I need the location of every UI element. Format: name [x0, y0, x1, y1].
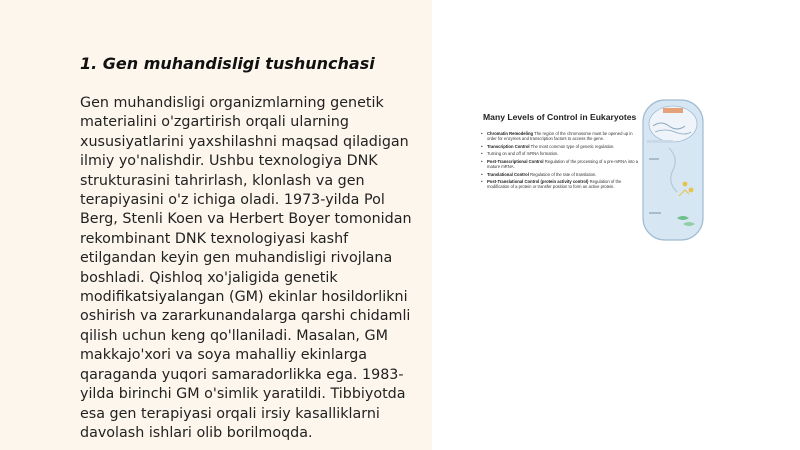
ribosome — [683, 182, 688, 187]
chromatin-region — [663, 108, 683, 113]
pre-mrna — [647, 140, 673, 143]
figure-list-item — [481, 131, 639, 141]
figure-title: Many Levels of Control in Eukaryotes — [483, 112, 637, 122]
figure-item-text: The region of the chromosome must be opened up in order for enzymes and transcription factors to access the gene. — [487, 131, 633, 142]
figure-item-label: Transcription Control — [487, 143, 530, 149]
figure-item-text: Turning on and off of mRNA formation. — [487, 151, 559, 157]
figure-item-label: Chromatin Remodeling — [487, 131, 534, 136]
label-line — [649, 158, 659, 160]
label-line — [649, 212, 661, 214]
figure-list-item — [481, 179, 639, 189]
figure-list-item — [481, 172, 639, 177]
figure-item-text: The most common type of genetic regulation. — [530, 143, 615, 149]
eukaryote-control-figure — [478, 98, 708, 242]
figure-list — [481, 131, 639, 192]
figure-item-label: Post-Transcriptional Control — [487, 158, 544, 164]
figure-item-text: Regulation of the processing of a pre-mRNA into a mature mRNA. — [487, 158, 639, 169]
figure-list-item — [481, 159, 639, 169]
figure-item-label: Post-Translational Control (protein activity control) — [487, 179, 589, 185]
figure-item-text: Regulation of the modification of a protein or transfer position to form an active protein. — [487, 179, 622, 190]
section-body-text: Gen muhandisligi organizmlarning genetik materialini o'zgartirish orqali ularning xususiyatlarini yaxshilashni maqsad qiladigan ilmiy yo'nalishdir. Ushbu texnologiya DNK strukturasini tahrirlash, klonlash va gen terapiyasini o'z ichiga oladi. 1973-yilda Pol Berg, Stenli Koen va Herbert Boyer tomonidan rekombinant DNK texnologiyasi kashf etilgandan keyin gen muhandisligi rivojlana boshladi. Qishloq xo'jaligida genetik modifikatsiyalangan (GM) ekinlar hosildorlikni oshirish va zararkunandalarga qarshi chidamli qilish uchun keng qo'llaniladi. Masalan, GM makkajo'xori va soya mahalliy ekinlarga qaraganda yuqori samaradorlikka ega. 1983-yilda birinchi GM o'simlik yaratildi. Tibbiyotda esa gen terapiyasi orqali irsiy kasalliklarni davolash ishlari olib borilmoqda. — [80, 95, 412, 441]
figure-list-item — [481, 144, 639, 149]
section-heading: 1. Gen muhandisligi tushunchasi — [80, 54, 375, 73]
ribosome — [689, 188, 694, 193]
figure-list-item — [481, 151, 639, 156]
eukaryotic-cell-illustration — [639, 98, 707, 242]
figure-item-text: Regulation of the rate of translation. — [530, 171, 597, 177]
figure-item-label: Translational Control — [487, 171, 529, 177]
